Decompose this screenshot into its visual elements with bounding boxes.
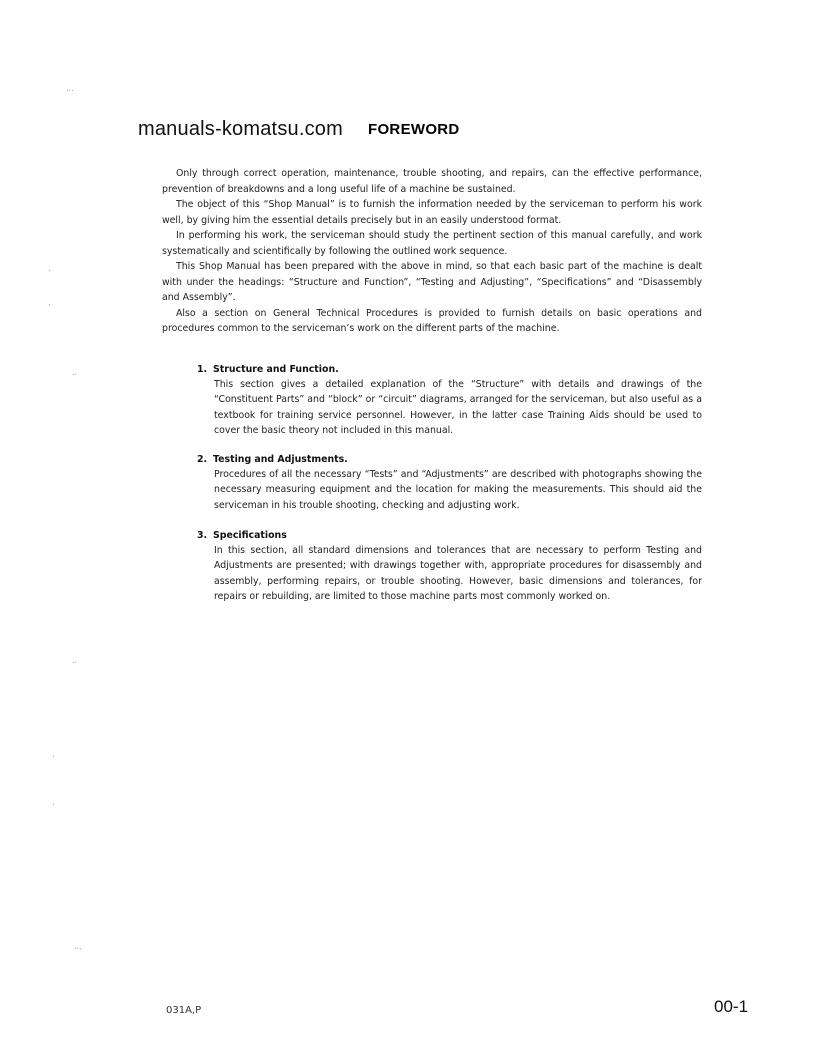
page-number: 00-1 [714, 997, 749, 1016]
section-number: 1. [197, 364, 208, 375]
scan-artifact: · [48, 300, 51, 309]
scan-artifact: ·‧ [72, 658, 78, 667]
scan-artifact: ·‧· [74, 944, 82, 953]
intro-paragraph: The object of this “Shop Manual” is to furnish the information needed by the serviceman to perform his work well, by giving him the essential details precisely but in an easily understood format. [162, 199, 702, 226]
section-heading [197, 528, 702, 543]
watermark-url: manuals-komatsu.com [138, 118, 343, 140]
intro-paragraph: In performing his work, the serviceman should study the pertinent section of this manual carefully, and work systematically and scientifically by following the outlined work sequence. [162, 230, 702, 257]
section-specifications [197, 528, 702, 605]
section-body: This section gives a detailed explanation of the “Structure” with details and drawings of the “Constituent Parts” and “block” or “circuit” diagrams, arranged for the serviceman, but also useful as a textbook for training service personnel. However, in the latter case Training Aids should be used to cover the basic theory not included in this manual. [214, 379, 702, 437]
section-number: 2. [197, 454, 208, 465]
intro-paragraph: This Shop Manual has been prepared with the above in mind, so that each basic part of the machine is dealt with under the headings: “Structure and Function”, “Testing and Adjusting”, “Specifications” and “Disassembly and Assembly”. [162, 261, 702, 303]
section-structure-function [197, 362, 702, 439]
section-heading [197, 362, 702, 377]
section-heading [197, 452, 702, 467]
intro-text [162, 166, 702, 337]
document-code: 031A,P [166, 1005, 202, 1016]
section-testing-adjustments [197, 452, 702, 513]
scan-artifact: · [48, 266, 51, 275]
scan-artifact: ·‧· [66, 86, 74, 95]
scan-artifact: · [52, 752, 55, 761]
section-number: 3. [197, 530, 208, 541]
section-body: In this section, all standard dimensions and tolerances that are necessary to perform Testing and Adjustments are presented; with drawings together with, appropriate procedures for disassembly and assembly, performing repairs, or trouble shooting. However, basic dimensions and tolerances, for repairs or rebuilding, are limited to those machine parts most commonly worked on. [214, 545, 702, 603]
page-title: FOREWORD [368, 121, 460, 138]
section-body: Procedures of all the necessary “Tests” and “Adjustments” are described with photographs showing the necessary measuring equipment and the location for making the measurements. This should aid the serviceman in his trouble shooting, checking and adjusting work. [214, 469, 702, 511]
section-title: Testing and Adjustments. [213, 454, 348, 465]
scan-artifact: ·‧ [72, 370, 78, 379]
section-title: Structure and Function. [213, 364, 339, 375]
scan-artifact: · [52, 800, 55, 809]
intro-paragraph: Only through correct operation, maintenance, trouble shooting, and repairs, can the effective performance, prevention of breakdowns and a long useful life of a machine be sustained. [162, 168, 702, 195]
intro-paragraph: Also a section on General Technical Procedures is provided to furnish details on basic operations and procedures common to the serviceman’s work on the different parts of the machine. [162, 307, 702, 334]
section-title: Specifications [213, 530, 287, 541]
